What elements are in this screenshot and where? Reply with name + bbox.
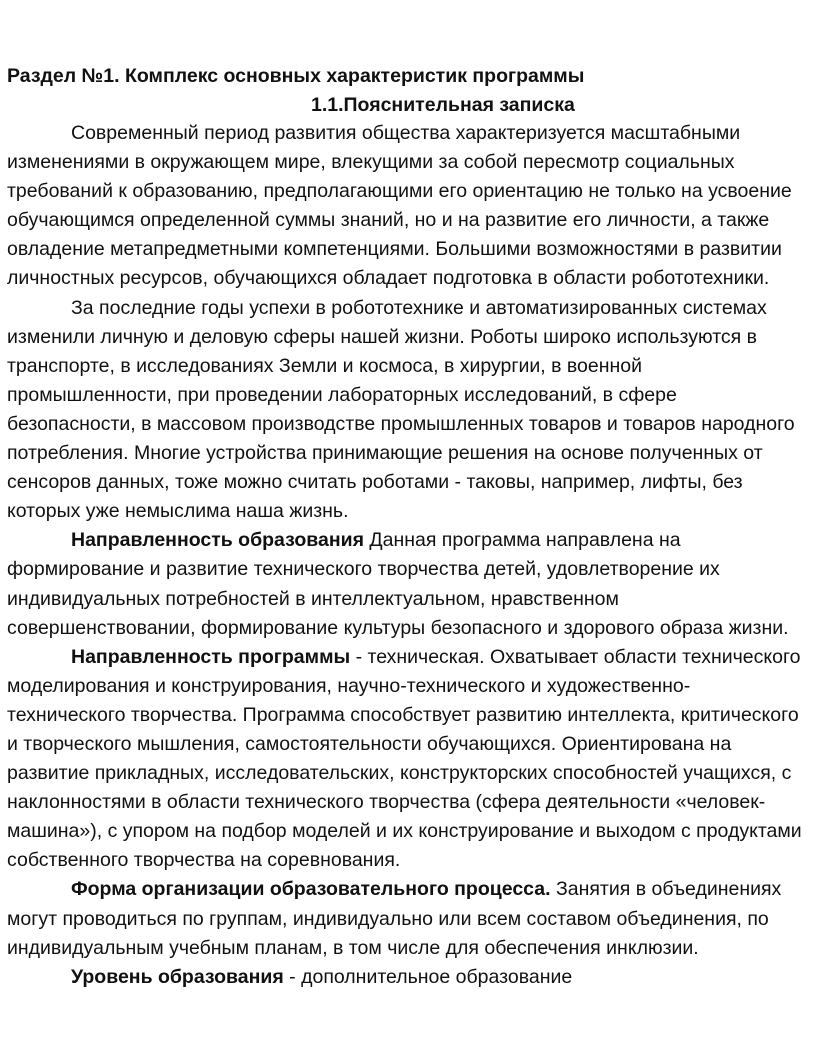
paragraph-education-focus [7, 526, 807, 642]
paragraph-lead: Уровень образования [71, 965, 284, 988]
paragraph-text: - дополнительное образование [283, 965, 573, 988]
paragraph-text: Данная программа направлена на формирование и развитие технического творчества детей, удовлетворение их индивидуальных потребностей в интеллектуальном, нравственном совершенствовании, формирование культуры безопасного и здорового образа жизни. [7, 529, 789, 639]
paragraph-robotics-progress [7, 294, 807, 527]
paragraph-intro [7, 119, 807, 294]
subsection-title: 1.1.Пояснительная записка [311, 94, 575, 116]
paragraph-lead: Форма организации образовательного процесса. [71, 878, 551, 901]
document-body [7, 119, 807, 992]
paragraph-text: - техническая. Охватывает области технического моделирования и конструирования, научно-технического и художественно-технического творчества. Программа способствует развитию интеллекта, критического и творческого мышления, самостоятельности обучающихся. Ориентирована на развитие прикладных, исследовательских, конструкторских способностей учащихся, с наклонностями в области технического творчества (сфера деятельности «человек-машина»), с упором на подбор моделей и их конструирование и выходом с продуктами собственного творчества на соревнования. [7, 645, 802, 872]
section-title: Раздел №1. Комплекс основных характеристик программы [7, 65, 585, 87]
paragraph-lead: Направленность образования [71, 529, 364, 552]
paragraph-program-focus [7, 643, 807, 876]
paragraph-text: Занятия в объединениях могут проводиться по группам, индивидуально или всем составом объединения, по индивидуальным учебным планам, в том числе для обеспечения инклюзии. [7, 878, 782, 959]
paragraph-education-level [7, 963, 807, 992]
paragraph-lead: Направленность программы [71, 645, 351, 668]
paragraph-text: Современный период развития общества характеризуется масштабными изменениями в окружающем мире, влекущими за собой пересмотр социальных требований к образованию, предполагающими его ориентацию не только на усвоение обучающимся определенной суммы знаний, но и на развитие его личности, а также овладение метапредметными компетенциями. Большими возможностями в развитии личностных ресурсов, обучающихся обладает подготовка в области робототехники. [7, 122, 792, 290]
paragraph-text: За последние годы успехи в робототехнике и автоматизированных системах изменили личную и деловую сферы нашей жизни. Роботы широко используются в транспорте, в исследованиях Земли и космоса, в хирургии, в военной промышленности, при проведении лабораторных исследований, в сфере безопасности, в массовом производстве промышленных товаров и товаров народного потребления. Многие устройства принимающие решения на основе полученных от сенсоров данных, тоже можно считать роботами - таковы, например, лифты, без которых уже немыслима наша жизнь. [7, 296, 795, 523]
paragraph-organization-form [7, 875, 807, 962]
